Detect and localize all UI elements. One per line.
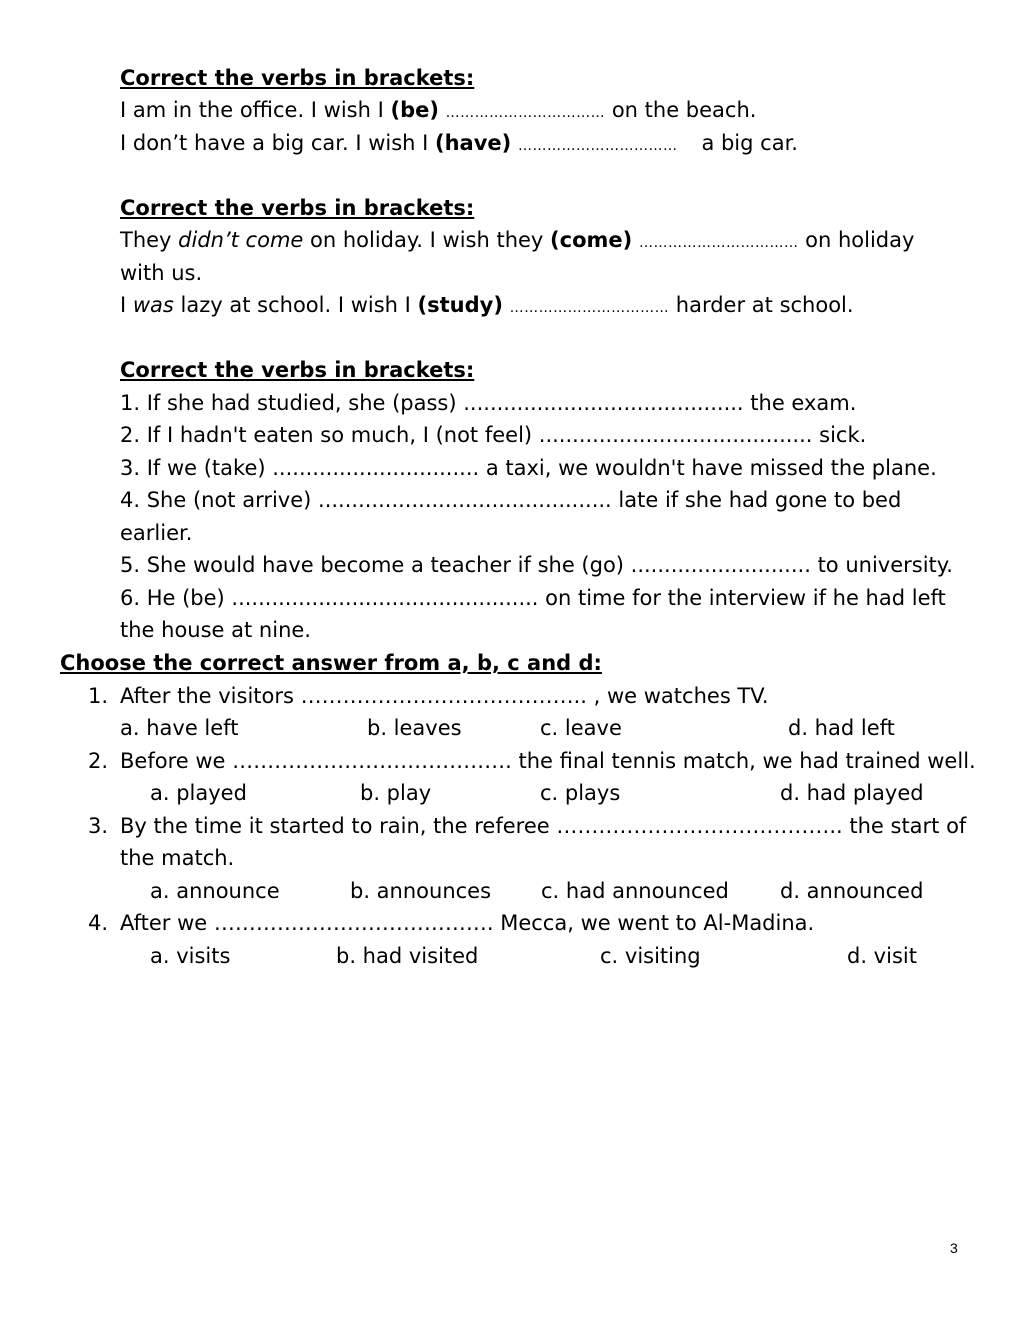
answer-blank[interactable]: …………………………… [638,235,799,251]
option-c[interactable]: c. plays [540,781,621,805]
question-3: By the time it started to rain, the referee ………………………………….. the start of [120,814,967,838]
section3-line: earlier. [120,521,193,545]
option-a[interactable]: a. have left [120,716,239,740]
answer-blank[interactable]: …………………………… [445,105,606,121]
item-text: on holiday [798,228,915,252]
section1-heading: Correct the verbs in brackets: [120,66,475,90]
question-4: After we …………………………………. Mecca, we went to Al-Madina. [120,911,815,935]
verb-bracket: (study) [417,293,503,317]
section3-line: 4. She (not arrive) ............................................ late if she had gone to bed [120,488,902,512]
question-number: 1. [88,684,109,708]
item-text: on holiday. I wish they [303,228,551,252]
verb-bracket: (have) [435,131,512,155]
question-number: 2. [88,749,109,773]
section2-item1-cont: with us. [120,261,203,285]
option-b[interactable]: b. play [360,781,432,805]
section2-item2 [120,289,854,324]
option-c[interactable]: c. visiting [600,944,701,968]
section1-item2 [120,127,798,162]
question-number: 4. [88,911,109,935]
option-a[interactable]: a. announce [150,879,280,903]
question-1: After the visitors ………………………………….. , we watches TV. [120,684,769,708]
section2-heading: Correct the verbs in brackets: [120,196,475,220]
section3-line: the house at nine. [120,618,311,642]
item-text: I am in the office. I wish I [120,98,391,122]
item-text: harder at school. [669,293,854,317]
item-text: a big car. [701,131,798,155]
section3-line: 3. If we (take) ............................... a taxi, we wouldn't have missed the plane. [120,456,937,480]
option-c[interactable]: c. had announced [541,879,729,903]
section3-line: 2. If I hadn't eaten so much, I (not feel) ......................................... sick. [120,423,867,447]
option-d[interactable]: d. announced [780,879,924,903]
section3-line: 6. He (be) .............................................. on time for the interview if he had left [120,586,946,610]
verb-bracket: (be) [390,98,439,122]
section3-line: 5. She would have become a teacher if she (go) ........................... to university. [120,553,953,577]
question-number: 3. [88,814,109,838]
section3-line: 1. If she had studied, she (pass) .......................................... the exam. [120,391,857,415]
item-text: I don’t have a big car. I wish I [120,131,435,155]
option-a[interactable]: a. visits [150,944,231,968]
option-b[interactable]: b. had visited [336,944,479,968]
option-d[interactable]: d. had left [788,716,895,740]
verb-bracket: (come) [550,228,633,252]
item-text: on the beach. [605,98,757,122]
answer-blank[interactable]: …………………………… [509,300,670,316]
option-b[interactable]: b. announces [350,879,492,903]
option-c[interactable]: c. leave [540,716,622,740]
section1-item1 [120,94,756,129]
item-italic: was [132,293,174,317]
question-3-cont: the match. [120,846,235,870]
option-d[interactable]: d. visit [847,944,917,968]
option-a[interactable]: a. played [150,781,247,805]
option-b[interactable]: b. leaves [367,716,462,740]
answer-blank[interactable]: …………………………… [517,138,678,154]
item-text: They [120,228,179,252]
option-d[interactable]: d. had played [780,781,924,805]
section2-item1 [120,224,914,259]
item-italic: didn’t come [178,228,304,252]
item-text: I [120,293,133,317]
section4-heading: Choose the correct answer from a, b, c and d: [60,651,602,675]
page-number: 3 [950,1240,958,1256]
section3-heading: Correct the verbs in brackets: [120,358,475,382]
question-2: Before we …………………………………. the final tennis match, we had trained well. [120,749,976,773]
item-text: lazy at school. I wish I [173,293,418,317]
